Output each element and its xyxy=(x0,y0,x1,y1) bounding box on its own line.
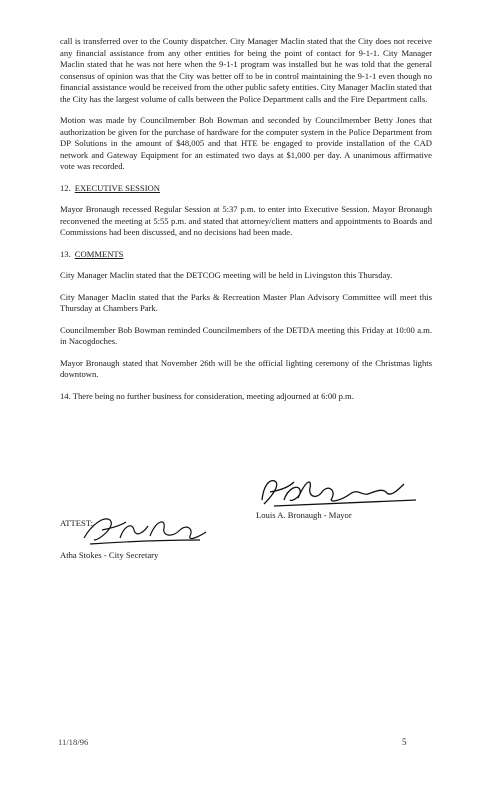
section-number: 14. xyxy=(60,390,71,401)
paragraph-911-discussion: call is transferred over to the County dispatcher. City Manager Maclin stated that the City does not receive any financial assistance from any other entities for being the point of contact for 9-1-1. City Manager Maclin stated that he was not here when the 9-1-1 program was installed but he was told that the general consensus of opinion was that the City was better off to be in control maintaining the 9-1-1 even though no financial assistance would be received from the other public safety entities. City Manager Maclin stated that the City has the largest volume of calls between the Police Department calls and the Fire Department calls. xyxy=(60,36,432,104)
secretary-name: Atha Stokes - City Secretary xyxy=(60,550,159,560)
section-number: 12. xyxy=(60,182,71,193)
paragraph-adjourn xyxy=(60,391,432,403)
attest-label: ATTEST: xyxy=(60,518,93,528)
section-title: EXECUTIVE SESSION xyxy=(74,182,160,193)
paragraph-detda: Councilmember Bob Bowman reminded Councilmembers of the DETDA meeting this Friday at 10:00 a.m. in Nacogdoches. xyxy=(60,324,432,346)
page-number: 5 xyxy=(402,737,407,747)
secretary-signature xyxy=(80,510,210,550)
mayor-signature xyxy=(254,470,424,514)
footer-date: 11/18/96 xyxy=(58,737,89,747)
paragraph-detcog: City Manager Maclin stated that the DETCOG meeting will be held in Livingston this Thursday. xyxy=(60,270,393,280)
mayor-name: Louis A. Bronaugh - Mayor xyxy=(256,510,352,520)
section-heading-comments xyxy=(60,249,432,261)
paragraph-parks: City Manager Maclin stated that the Parks & Recreation Master Plan Advisory Committee will meet this Thursday at Chambers Park. xyxy=(60,291,432,313)
minutes-page xyxy=(60,36,432,402)
adjourn-text: There being no further business for consideration, meeting adjourned at 6:00 p.m. xyxy=(72,390,354,401)
paragraph-executive-session: Mayor Bronaugh recessed Regular Session at 5:37 p.m. to enter into Executive Session. Mayor Bronaugh reconvened the meeting at 5:55 p.m. and stated that attorney/client matters and appointments to Boards and Commissions had been discussed, and no decisions had been made. xyxy=(60,204,432,237)
section-heading-executive-session xyxy=(60,183,432,195)
section-title: COMMENTS xyxy=(74,248,124,259)
paragraph-motion: Motion was made by Councilmember Bob Bowman and seconded by Councilmember Betty Jones that authorization be given for the purchase of hardware for the computer system in the Police Department from DP Solutions in the amount of $48,005 and that HTE be engaged to provide installation of the CAD network and Gateway Equipment for an estimated two days at $1,000 per day. A unanimous affirmative vote was recorded. xyxy=(60,115,432,171)
section-number: 13. xyxy=(60,248,71,259)
paragraph-lighting: Mayor Bronaugh stated that November 26th will be the official lighting ceremony of the Christmas lights downtown. xyxy=(60,357,432,379)
